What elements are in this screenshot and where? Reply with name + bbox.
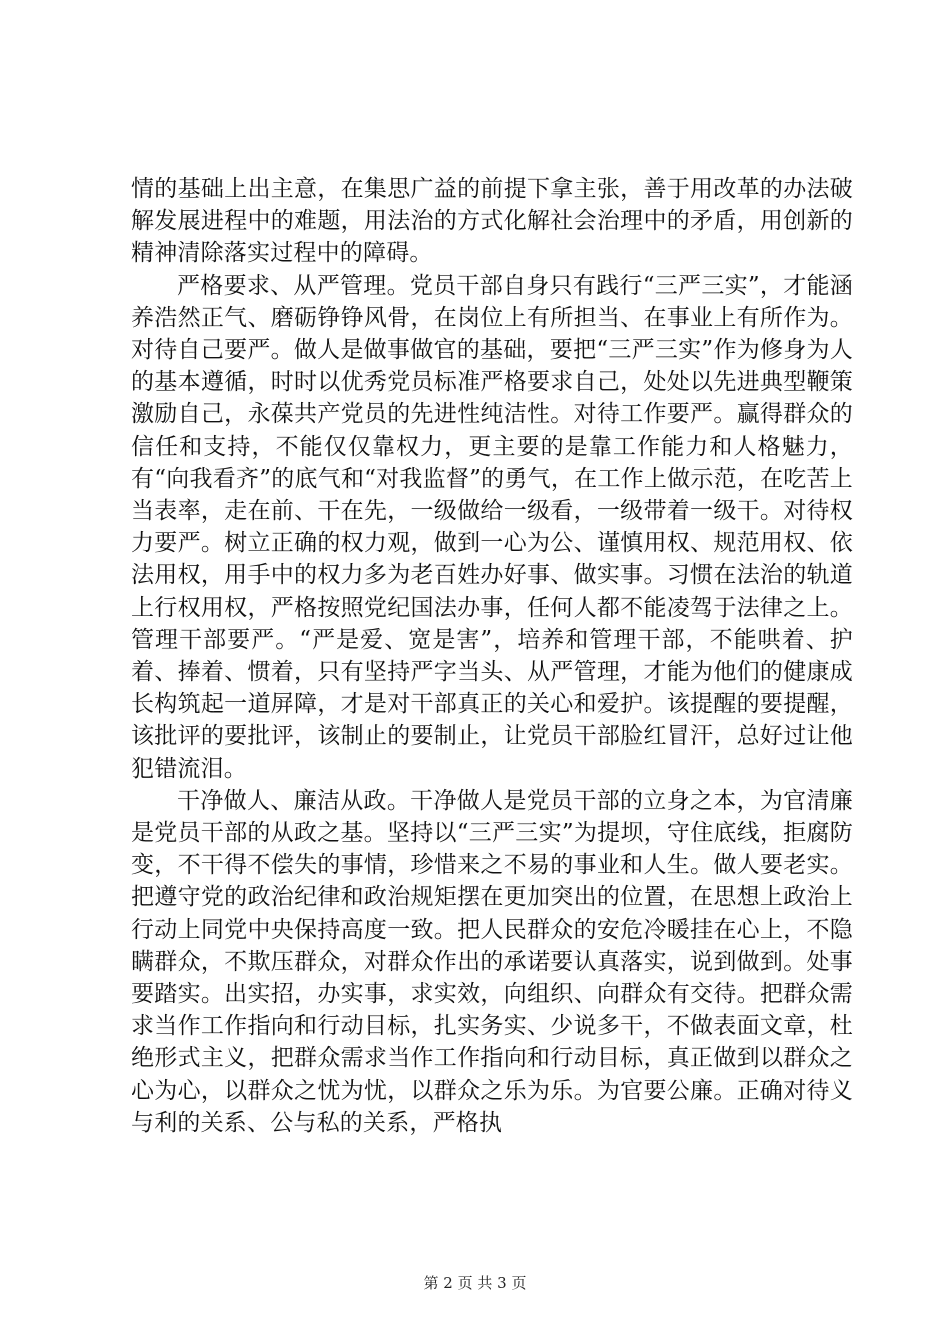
- document-body: [131, 173, 853, 1139]
- paragraph-3: 干净做人、廉洁从政。干净做人是党员干部的立身之本，为官清廉是党员干部的从政之基。坚持以“三严三实”为提坝，守住底线，拒腐防变，不干得不偿失的事情，珍惜来之不易的事业和人生。做人要老实。把遵守党的政治纪律和政治规矩摆在更加突出的位置，在思想上政治上行动上同党中央保持高度一致。把人民群众的安危冷暖挂在心上，不隐瞒群众，不欺压群众，对群众作出的承诺要认真落实，说到做到。处事要踏实。出实招，办实事，求实效，向组织、向群众有交待。把群众需求当作工作指向和行动目标，扎实务实、少说多干，不做表面文章，杜绝形式主义，把群众需求当作工作指向和行动目标，真正做到以群众之心为心，以群众之忧为忧，以群众之乐为乐。为官要公廉。正确对待义与利的关系、公与私的关系，严格执: [131, 787, 853, 1136]
- page-number-footer: 第 2 页 共 3 页: [423, 1274, 527, 1292]
- paragraph-2: 严格要求、从严管理。党员干部自身只有践行“三严三实”，才能涵养浩然正气、磨砺铮铮风骨，在岗位上有所担当、在事业上有所作为。对待自己要严。做人是做事做官的基础，要把“三严三实”作为修身为人的基本遵循，时时以优秀党员标准严格要求自己，处处以先进典型鞭策激励自己，永葆共产党员的先进性纯洁性。对待工作要严。赢得群众的信任和支持，不能仅仅靠权力，更主要的是靠工作能力和人格魅力，有“向我看齐”的底气和“对我监督”的勇气，在工作上做示范，在吃苦上当表率，走在前、干在先，一级做给一级看，一级带着一级干。对待权力要严。树立正确的权力观，做到一心为公、谨慎用权、规范用权、依法用权，用手中的权力多为老百姓办好事、做实事。习惯在法治的轨道上行权用权，严格按照党纪国法办事，任何人都不能凌驾于法律之上。管理干部要严。“严是爱、宽是害”，培养和管理干部，不能哄着、护着、捧着、惯着，只有坚持严字当头、从严管理，才能为他们的健康成长构筑起一道屏障，才是对干部真正的关心和爱护。该提醒的要提醒，该批评的要批评，该制止的要制止，让党员干部脸红冒汗，总好过让他犯错流泪。: [131, 272, 853, 782]
- paragraph-1: 情的基础上出主意，在集思广益的前提下拿主张，善于用改革的办法破解发展进程中的难题，用法治的方式化解社会治理中的矛盾，用创新的精神清除落实过程中的障碍。: [131, 176, 853, 267]
